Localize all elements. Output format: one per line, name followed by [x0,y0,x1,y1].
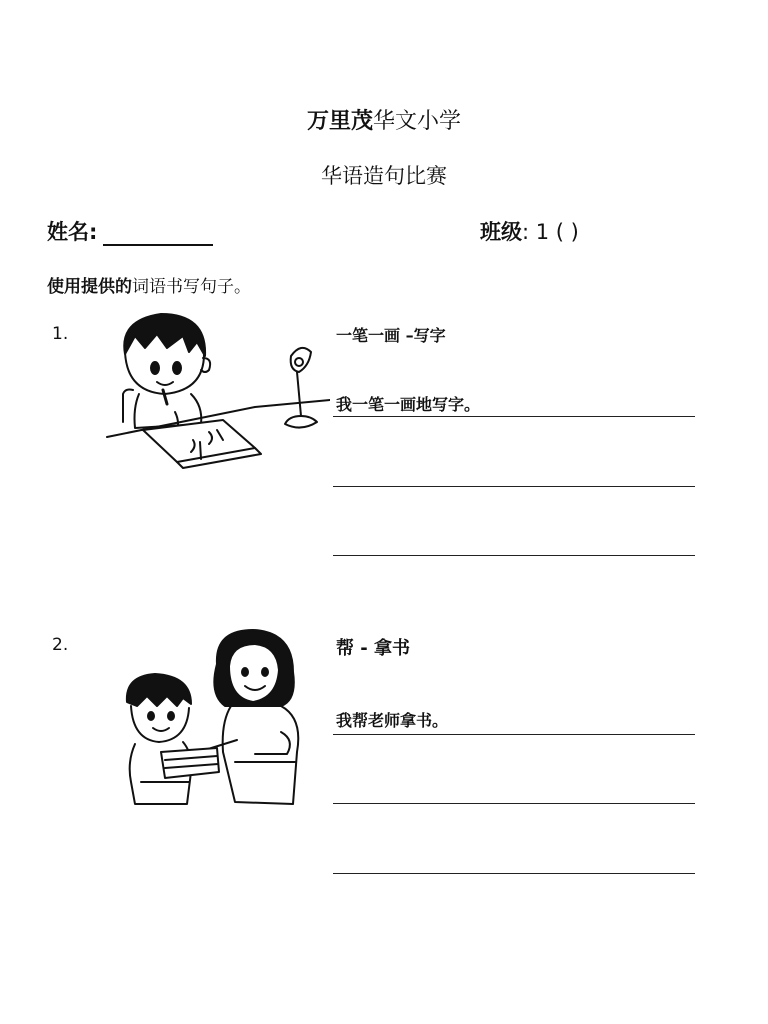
answer-line[interactable] [333,734,695,735]
child-writing-illustration [105,312,330,487]
answer-line[interactable] [333,803,695,804]
school-name-rest: 华文小学 [373,109,462,134]
answer-line[interactable] [333,873,695,874]
question-number: 1. [52,324,69,344]
name-label: 姓名: [47,220,98,244]
answer-line[interactable] [333,416,695,417]
boy-helping-teacher-illustration [105,622,330,807]
name-blank[interactable] [103,226,213,246]
class-label: 班级 [480,220,522,244]
question-number: 2. [52,635,69,655]
school-name [0,104,768,135]
answer-line[interactable] [333,555,695,556]
example-sentence: 我一笔一画地写字。 [336,395,481,414]
school-name-bold: 万里茂 [306,109,373,134]
word-prompt: 一笔一画 –写字 [336,326,446,345]
instruction-rest: 词语书写句子。 [132,277,251,297]
name-row [47,216,213,246]
instruction [47,272,251,297]
class-row [480,216,579,246]
word-prompt: 帮 - 拿书 [336,638,411,659]
instruction-bold: 使用提供的 [47,277,132,297]
example-sentence: 我帮老师拿书。 [336,711,449,730]
class-value[interactable]: : 1 ( ) [522,220,579,244]
contest-title: 华语造句比赛 [321,164,447,188]
answer-line[interactable] [333,486,695,487]
